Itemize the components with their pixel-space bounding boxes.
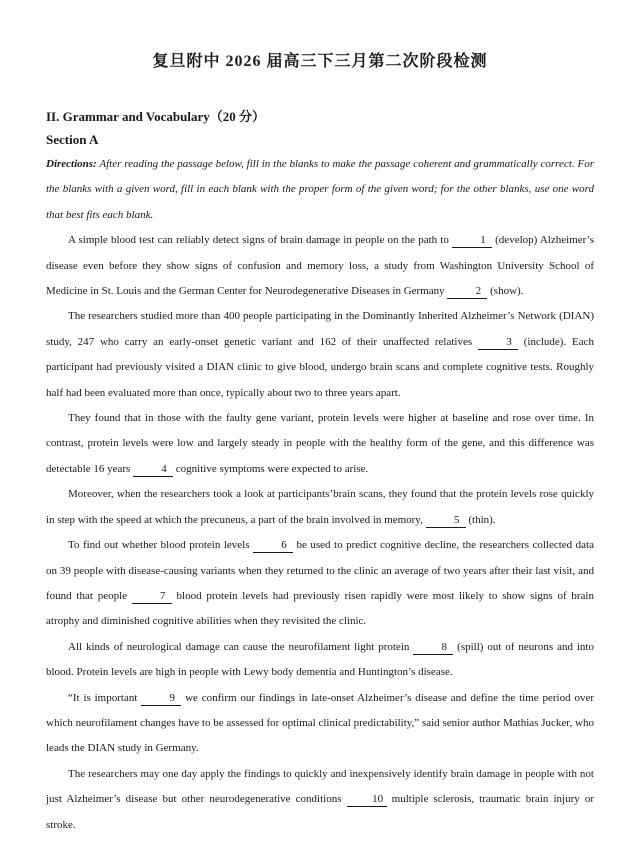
blank-6: 6 (253, 539, 293, 553)
passage (46, 152, 594, 838)
directions-text: After reading the passage below, fill in the blanks to make the passage coherent and grammatically correct. For the blanks with a given word, fill in each blank with the proper form of the given word; for the other blanks, use one word that best fits each blank. (46, 158, 594, 221)
paragraph-text: (show). (487, 285, 524, 298)
paragraph-text: They found that in those with the faulty gene variant, protein levels were higher at baseline and rose over time. In contrast, protein levels were low and largely steady in people with the healthy form of the gene, and this difference was detectable 16 years (46, 412, 594, 475)
blank-1: 1 (452, 234, 492, 248)
blank-5: 5 (426, 514, 466, 528)
paragraph-text: Moreover, when the researchers took a look at participants’brain scans, they found that the protein levels rose quickly in step with the speed at which the precuneus, a part of the brain involved in memory, (46, 488, 594, 526)
paragraph-text: (thin). (465, 513, 496, 526)
directions (46, 152, 594, 228)
paragraph-text: (develop) Alzheimer’s disease even before they show signs of confusion and memory loss, a study from Washington University School of Medicine in St. Louis and the German Center for Neurodegenerative Diseases in Germany (46, 234, 594, 298)
paragraph-text: A simple blood test can reliably detect signs of brain damage in people on the path to (68, 234, 452, 247)
paragraph-6 (46, 635, 594, 686)
paragraph-text: The researchers studied more than 400 people participating in the Dominantly Inherited Alzheimer’s Network (DIAN) study, 247 who carry an early-onset genetic variant and 162 of their unaffected relatives (46, 310, 594, 348)
paragraph-text: cognitive symptoms were expected to arise. (173, 462, 369, 475)
blank-3: 3 (478, 336, 518, 350)
paragraph-text: be used to predict cognitive decline, the researchers collected data on 39 people with disease-causing variants when they returned to the clinic an average of two years after their last visit, and found that people (46, 539, 594, 602)
paragraph-text: (include). Each participant had previously visited a DIAN clinic to give blood, undergo brain scans and complete cognitive tests. Roughly half had been evaluated more than once, typically about two to three years apart. (46, 335, 594, 399)
paragraph-text: (spill) out of neurons and into blood. Protein levels are high in people with Lewy body dementia and Huntington’s disease. (46, 640, 594, 679)
paragraph-3 (46, 406, 594, 482)
blank-2: 2 (447, 285, 487, 299)
paragraph-text: To find out whether blood protein levels (68, 539, 254, 552)
blank-7: 7 (132, 590, 172, 604)
paragraph-text: blood protein levels had previously risen rapidly were most likely to show signs of brain atrophy and diminished cognitive abilities when they revisited the clinic. (46, 589, 594, 628)
blank-8: 8 (413, 641, 453, 655)
paragraph-7 (46, 686, 594, 762)
blank-4: 4 (133, 463, 173, 477)
blank-10: 10 (347, 793, 387, 807)
paragraph-text: we confirm our findings in late-onset Alzheimer’s disease and define the time period over which neurofilament changes have to be assessed for optimal clinical predictability,” said senior author Mathias Jucker, who leads the DIAN study in Germany. (46, 691, 594, 755)
section-a-heading: Section A (46, 132, 99, 147)
paragraph-8 (46, 762, 594, 838)
paragraph-1 (46, 228, 594, 304)
blank-9: 9 (141, 692, 181, 706)
paragraph-5 (46, 533, 594, 635)
paragraph-2 (46, 304, 594, 406)
paragraph-text: The researchers may one day apply the findings to quickly and inexpensively identify brain damage in people with not just Alzheimer’s disease but other neurodegenerative conditions (46, 767, 594, 806)
paragraph-text: All kinds of neurological damage can cause the neurofilament light protein (68, 640, 414, 653)
paragraph-text: multiple sclerosis, traumatic brain injury or stroke. (46, 793, 594, 831)
directions-label: Directions: (46, 158, 97, 170)
section-heading: II. Grammar and Vocabulary（20 分） (46, 109, 265, 124)
exam-title: 复旦附中 2026 届高三下三月第二次阶段检测 (152, 53, 488, 70)
paragraph-text: “It is important (68, 691, 142, 704)
paragraph-4 (46, 482, 594, 533)
